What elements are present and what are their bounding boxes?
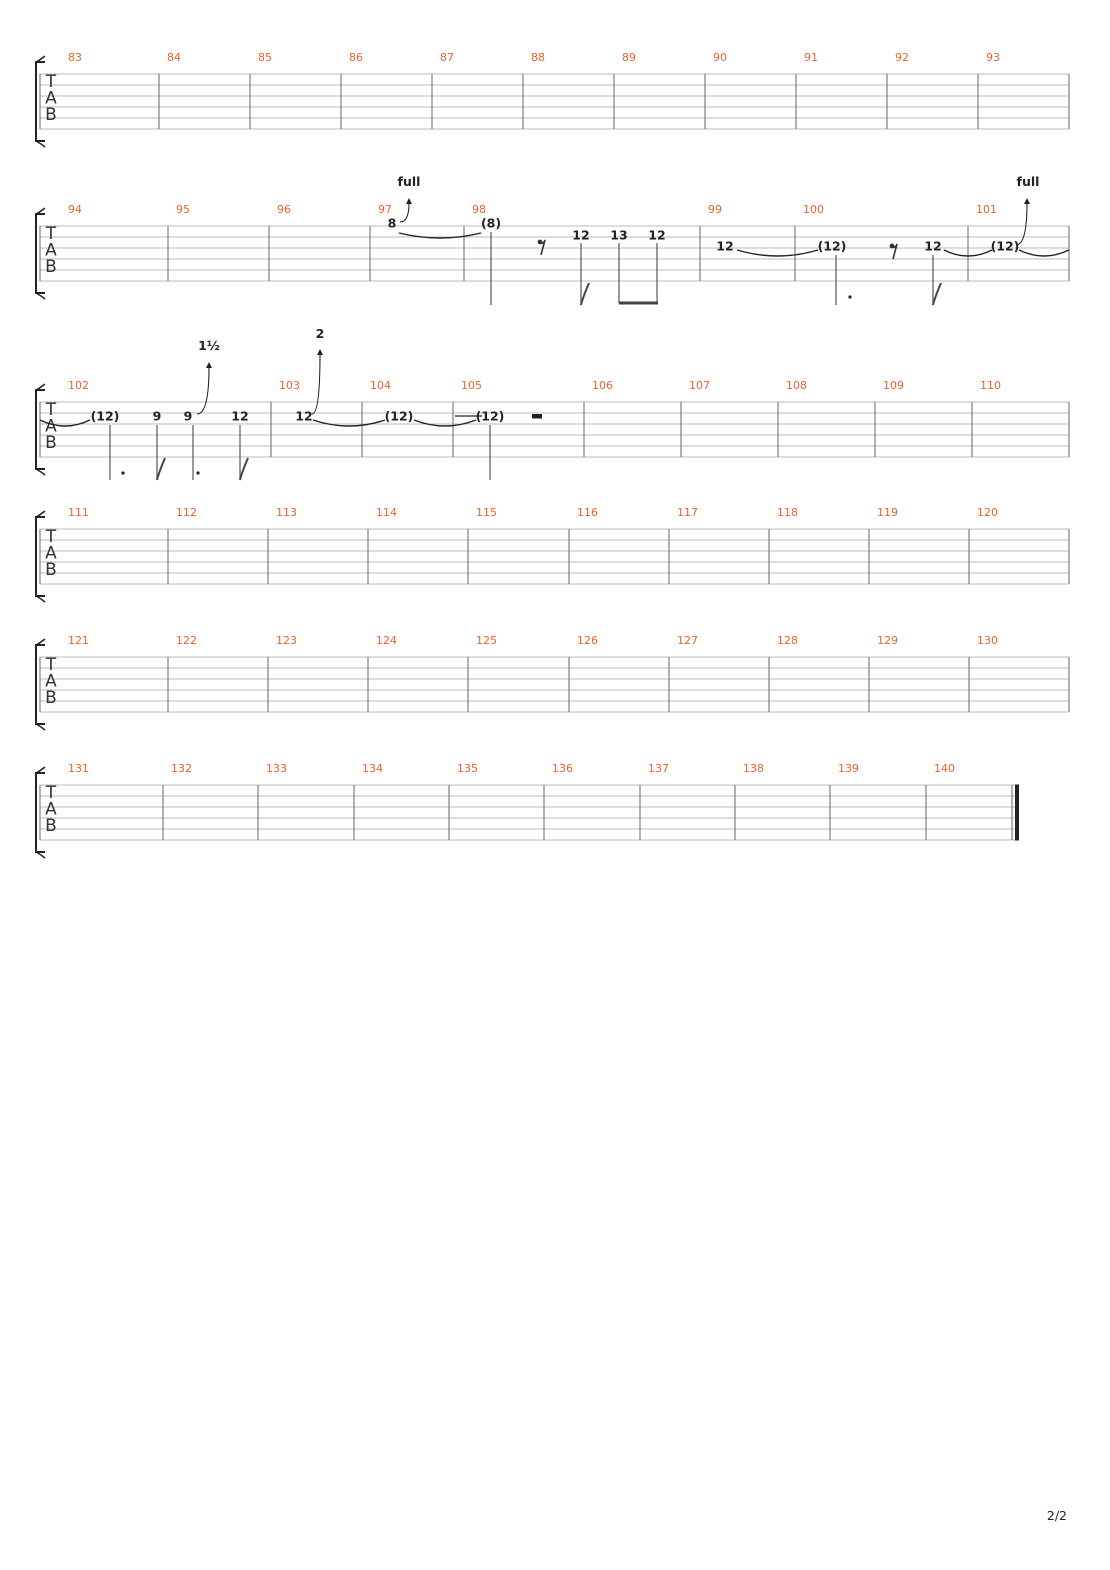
measure-number: 117 (677, 506, 698, 519)
tab-clef-letter: B (45, 257, 57, 277)
measure-number: 137 (648, 762, 669, 775)
bend-label: 2 (315, 326, 325, 341)
tab-clef-letter: A (45, 416, 57, 437)
tab-clef-letter: B (45, 560, 57, 580)
fret-98-a: 12 (572, 227, 590, 243)
measure-number: 91 (804, 51, 818, 64)
tab-clef-letter: T (45, 224, 57, 244)
measure-number: 113 (276, 506, 297, 519)
measure-number: 129 (877, 634, 898, 647)
note-flag (157, 458, 165, 480)
bend-curve (312, 354, 320, 414)
measure-number: 112 (176, 506, 197, 519)
tab-clef-letter: B (45, 433, 57, 453)
measure-number: 136 (552, 762, 573, 775)
bend-label: 1½ (198, 338, 220, 353)
half-rest (532, 414, 542, 419)
fret-99: 12 (716, 238, 734, 254)
bend-curve (400, 203, 409, 222)
fret-98-tied: (8) (480, 215, 502, 231)
measure-number: 119 (877, 506, 898, 519)
fret-101-tied: (12) (990, 238, 1020, 254)
tab-clef-letter: A (45, 543, 57, 564)
measure-number: 110 (980, 379, 1001, 392)
fret-104-tied: (12) (384, 408, 414, 424)
measure-number: 86 (349, 51, 363, 64)
measure-number: 93 (986, 51, 1000, 64)
measure-number: 84 (167, 51, 181, 64)
measure-number: 122 (176, 634, 197, 647)
fret-97: 8 (387, 215, 397, 231)
fret-102-c: 12 (231, 408, 249, 424)
measure-number: 87 (440, 51, 454, 64)
system-5 (36, 634, 1069, 730)
fret-105-tied: (12) (475, 408, 505, 424)
measure-number: 98 (472, 203, 486, 216)
measure-number: 96 (277, 203, 291, 216)
measure-number: 102 (68, 379, 89, 392)
tab-clef-letter: T (45, 655, 57, 675)
tab-clef-letter: A (45, 799, 57, 820)
measure-number: 104 (370, 379, 391, 392)
measure-number: 107 (689, 379, 710, 392)
rhythm-dot (196, 471, 199, 474)
measure-number: 133 (266, 762, 287, 775)
fret-98-c: 12 (648, 227, 666, 243)
measure-number: 103 (279, 379, 300, 392)
measure-number: 118 (777, 506, 798, 519)
tab-clef-letter: A (45, 88, 57, 109)
bend-arrowhead (206, 362, 212, 368)
measure-number: 132 (171, 762, 192, 775)
bend-arrowhead (406, 198, 412, 204)
tab-clef-letter: T (45, 783, 57, 803)
tie (414, 420, 476, 426)
note-flag (240, 458, 248, 480)
measure-number: 135 (457, 762, 478, 775)
measure-number: 92 (895, 51, 909, 64)
measure-number: 90 (713, 51, 727, 64)
system-3 (36, 379, 1069, 475)
tab-clef-letter: A (45, 240, 57, 261)
tie (1019, 250, 1069, 256)
tab-clef-letter: T (45, 527, 57, 547)
measure-number: 95 (176, 203, 190, 216)
bend-label: full (397, 174, 421, 189)
system-2 (36, 203, 1069, 299)
measure-number: 126 (577, 634, 598, 647)
measure-number: 94 (68, 203, 82, 216)
note-flag (933, 283, 941, 305)
tie (737, 250, 818, 256)
rhythm-dot (848, 295, 851, 298)
tab-clef-letter: T (45, 400, 57, 420)
measure-number: 97 (378, 203, 392, 216)
fret-100: 12 (924, 238, 942, 254)
tab-clef-letter: A (45, 671, 57, 692)
measure-number: 140 (934, 762, 955, 775)
measure-number: 105 (461, 379, 482, 392)
measure-number: 121 (68, 634, 89, 647)
system-1 (36, 51, 1069, 147)
fret-98-b: 13 (610, 227, 628, 243)
tab-clef-letter: B (45, 688, 57, 708)
measure-number: 106 (592, 379, 613, 392)
bend-curve (197, 367, 209, 414)
measure-number: 134 (362, 762, 383, 775)
measure-number: 108 (786, 379, 807, 392)
system-4 (36, 506, 1069, 602)
measure-number: 138 (743, 762, 764, 775)
measure-number: 125 (476, 634, 497, 647)
tab-clef-letter: B (45, 816, 57, 836)
system-6 (36, 762, 1018, 858)
measure-number: 83 (68, 51, 82, 64)
measure-number: 89 (622, 51, 636, 64)
fret-103: 12 (295, 408, 313, 424)
bend-arrowhead (1024, 198, 1030, 204)
page-number: 2/2 (1046, 1508, 1067, 1523)
measure-number: 131 (68, 762, 89, 775)
note-flag (581, 283, 589, 305)
fret-102-tied: (12) (90, 408, 120, 424)
bend-label: full (1016, 174, 1040, 189)
measure-number: 85 (258, 51, 272, 64)
tab-clef-letter: T (45, 72, 57, 92)
measure-number: 130 (977, 634, 998, 647)
fret-100-tied: (12) (817, 238, 847, 254)
measure-number: 99 (708, 203, 722, 216)
measure-number: 139 (838, 762, 859, 775)
measure-number: 100 (803, 203, 824, 216)
fret-102-b: 9 (183, 408, 193, 424)
bend-arrowhead (317, 349, 323, 355)
measure-number: 88 (531, 51, 545, 64)
measure-number: 111 (68, 506, 89, 519)
rhythm-dot (121, 471, 124, 474)
tab-clef-letter: B (45, 105, 57, 125)
measure-number: 127 (677, 634, 698, 647)
measure-number: 124 (376, 634, 397, 647)
measure-number: 128 (777, 634, 798, 647)
measure-number: 115 (476, 506, 497, 519)
tie (313, 420, 385, 426)
measure-number: 114 (376, 506, 397, 519)
measure-number: 116 (577, 506, 598, 519)
measure-number: 109 (883, 379, 904, 392)
measure-number: 120 (977, 506, 998, 519)
measure-number: 123 (276, 634, 297, 647)
fret-102-a: 9 (152, 408, 162, 424)
measure-number: 101 (976, 203, 997, 216)
